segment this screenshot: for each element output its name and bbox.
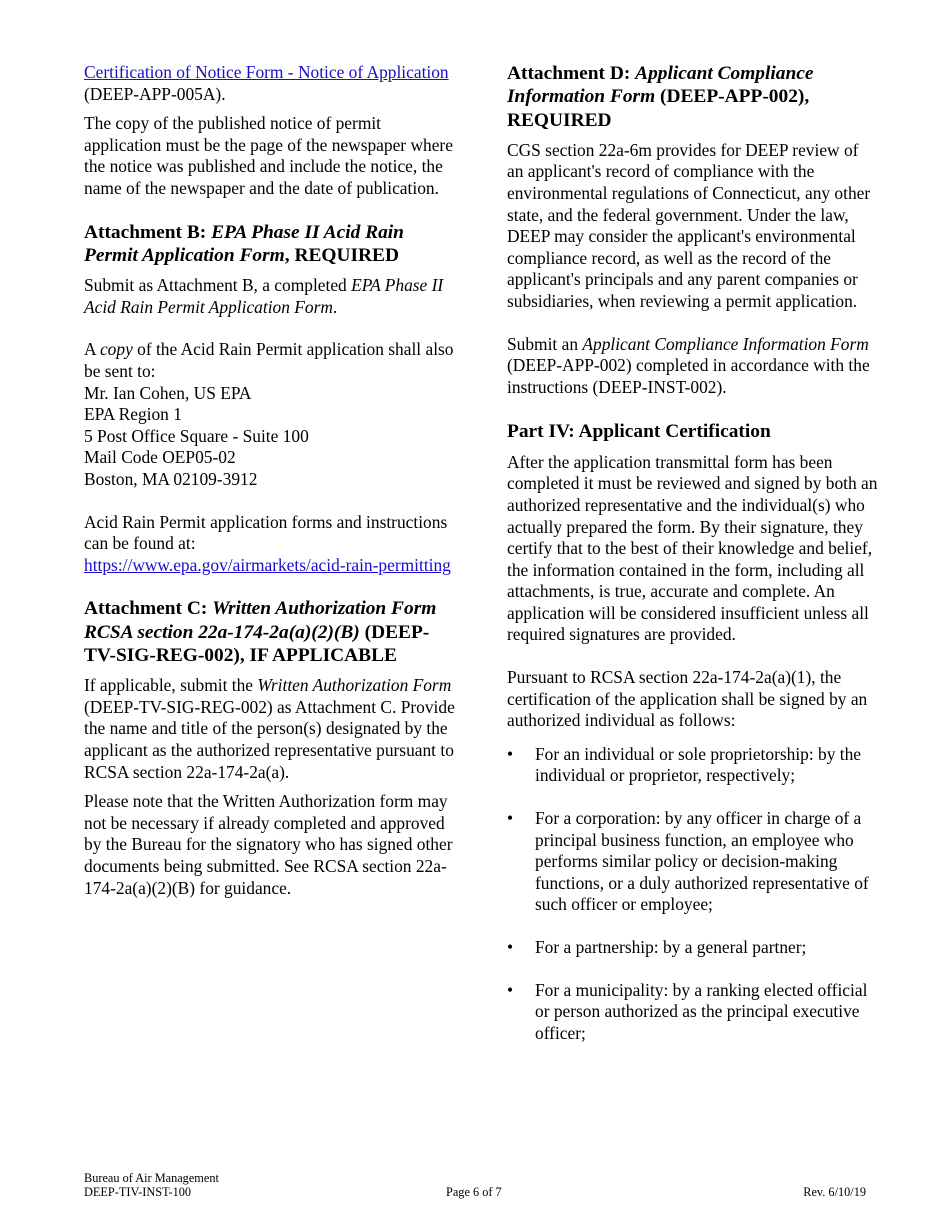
address-line: 5 Post Office Square - Suite 100 [84,425,309,446]
address-line: EPA Region 1 [84,404,182,425]
attachment-d-paragraph-1: CGS section 22a-6m provides for DEEP review of an applicant's record of compliance with the environmental regulations of Connecticut, any other state, and the federal government. Under the law, DEEP may consider the applicant's environmental compliance record, as well as the record of the applicant's principals and any parent companies or subsidiaries, when reviewing a permit application. [507,139,871,312]
attachment-c-heading: Attachment C: Written Authorization Form RCSA section 22a-174-2a(a)(2)(B) (DEEP-TV-SIG-REG-002), IF APPLICABLE [84,598,437,666]
address-line: Boston, MA 02109-3912 [84,468,258,489]
copy-instruction: A copy of the Acid Rain Permit application shall also be sent to: [84,339,454,381]
attachment-d-heading: Attachment D: Applicant Compliance Information Form (DEEP-APP-002), REQUIRED [507,63,814,131]
address-line: Mail Code OEP05-02 [84,447,236,468]
right-column [507,62,879,1065]
bullet-icon: • [507,743,514,764]
bullet-icon: • [507,808,514,829]
attachment-d-paragraph-2: Submit an Applicant Compliance Information Form (DEEP-APP-002) completed in accordance with the instructions (DEEP-INST-002). [507,333,870,397]
footer-page-number: Page 6 of 7 [446,1185,502,1199]
signatory-list [507,744,879,1045]
footer-doc-id: DEEP-TIV-INST-100 [84,1184,192,1199]
list-item: • For a partnership: by a general partner; [507,937,807,957]
bullet-icon: • [507,937,514,957]
footer-left [84,1172,219,1199]
attachment-c-paragraph-2: Please note that the Written Authorization form may not be necessary if already completed and approved by the Bureau for the signatory who has signed other documents being submitted. See RCSA section 22a-174-2a(a)(2)(B) for guidance. [84,791,453,898]
part-iv-heading: Part IV: Applicant Certification [507,421,771,443]
part-iv-paragraph-1: After the application transmittal form has been completed it must be reviewed and signed by both an authorized representative and the individual(s) who actually prepared the form. By their signature, they certify that to the best of their knowledge and belief, the information contained in the form, including all attachments, is true, accurate and complete. An application will be considered insufficient unless all required signatures are provided. [507,451,878,645]
epa-address-block [84,339,456,490]
forms-paragraph: Acid Rain Permit application forms and instructions can be found at: https://www.epa.gov/airmarkets/acid-rain-permitting [84,511,451,575]
intro-suffix: (DEEP-APP-005A). [84,83,226,104]
footer-revision: Rev. 6/10/19 [803,1185,866,1199]
attachment-c-paragraph-1: If applicable, submit the Written Authorization Form (DEEP-TV-SIG-REG-002) as Attachment C. Provide the name and title of the person(s) designated by the applicant as the authorized representative pursuant to RCSA section 22a-174-2a(a). [84,675,455,782]
intro-paragraph [84,62,456,105]
list-item: • For an individual or sole proprietorship: by the individual or proprietor, respectively; [507,743,862,786]
address-line: Mr. Ian Cohen, US EPA [84,382,252,403]
certification-notice-link[interactable]: Certification of Notice Form - Notice of Application [84,62,449,82]
footer-bureau: Bureau of Air Management [84,1171,219,1185]
notice-paragraph: The copy of the published notice of permit application must be the page of the newspaper where the notice was published and include the notice, the name of the newspaper and the date of publication. [84,113,453,198]
attachment-b-heading: Attachment B: EPA Phase II Acid Rain Permit Application Form, REQUIRED [84,221,404,266]
bullet-icon: • [507,979,514,1000]
list-item: • For a municipality: by a ranking elected official or person authorized as the principal executive officer; [507,979,868,1043]
epa-acid-rain-link[interactable]: https://www.epa.gov/airmarkets/acid-rain-permitting [84,554,451,575]
part-iv-paragraph-2: Pursuant to RCSA section 22a-174-2a(a)(1), the certification of the application shall be signed by an authorized individual as follows: [507,667,868,731]
left-column [84,62,456,907]
attachment-b-submit: Submit as Attachment B, a completed EPA Phase II Acid Rain Permit Application Form. [84,275,444,317]
list-item: • For a corporation: by any officer in charge of a principal business function, an employee who performs similar policy or decision-making functions, or a duly authorized representative of such officer or employee; [507,808,869,915]
